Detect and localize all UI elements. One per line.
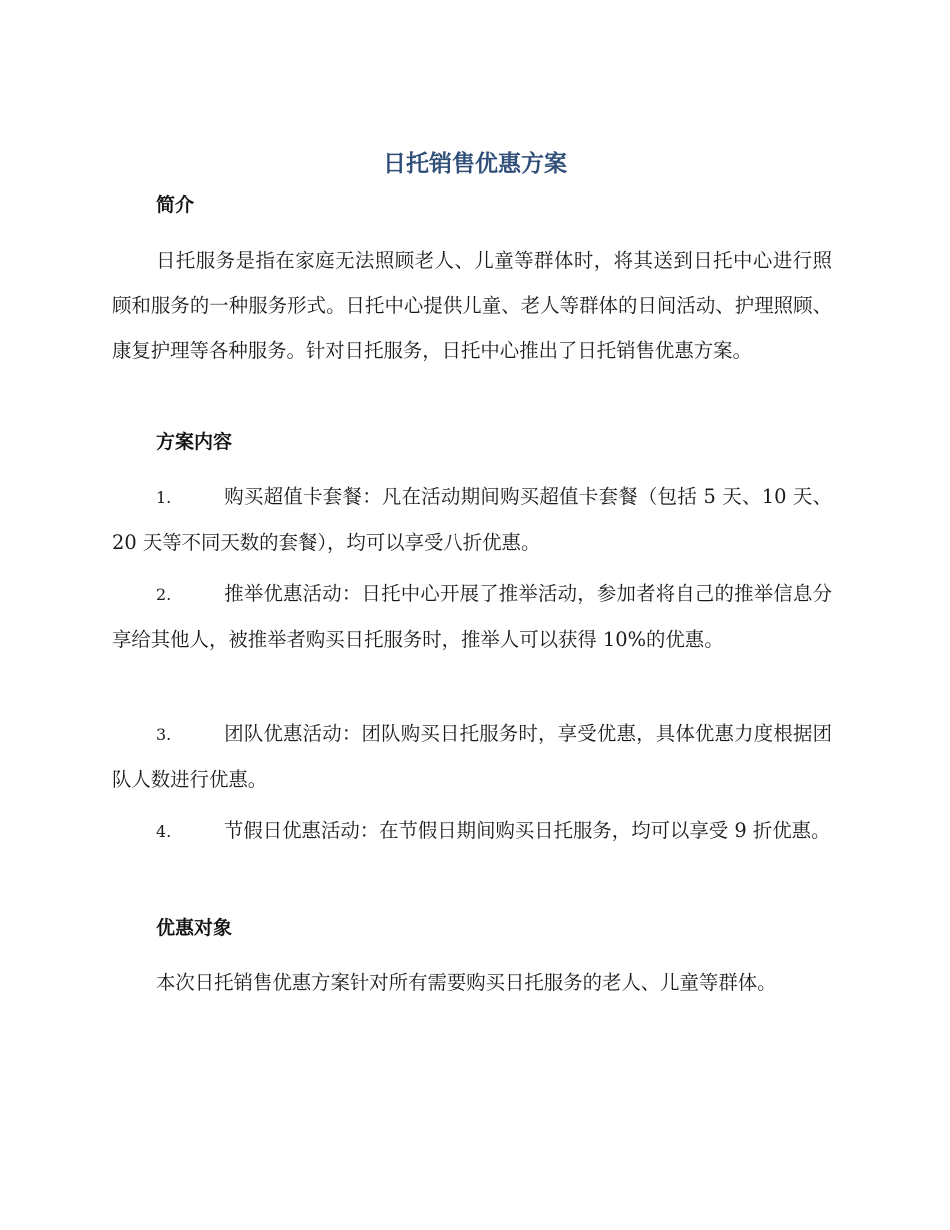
list-text: 购买超值卡套餐：凡在活动期间购买超值卡套餐（包括 5 天、10 天、20 天等不同天数的套餐），均可以享受八折优惠。 [112,485,832,554]
target-paragraph: 本次日托销售优惠方案针对所有需要购买日托服务的老人、儿童等群体。 [156,971,777,994]
intro-paragraph: 日托服务是指在家庭无法照顾老人、儿童等群体时，将其送到日托中心进行照顾和服务的一种服务形式。日托中心提供儿童、老人等群体的日间活动、护理照顾、康复护理等各种服务。针对日托服务，日托中心推出了日托销售优惠方案。 [112,249,832,362]
list-number: 1. [156,488,172,507]
list-text: 推举优惠活动：日托中心开展了推举活动，参加者将自己的推举信息分享给其他人，被推举者购买日托服务时，推举人可以获得 10%的优惠。 [112,582,832,651]
plan-item-2 [112,571,832,662]
list-number: 2. [156,585,172,604]
plan-item-3 [112,711,832,802]
list-text: 团队优惠活动：团队购买日托服务时，享受优惠，具体优惠力度根据团队人数进行优惠。 [112,722,832,791]
document-title: 日托销售优惠方案 [383,151,567,177]
section-heading-plan: 方案内容 [156,431,233,453]
list-text: 节假日优惠活动：在节假日期间购买日托服务，均可以享受 9 折优惠。 [224,819,831,842]
list-number: 4. [156,822,172,841]
plan-item-1 [112,474,832,565]
list-number: 3. [156,725,172,744]
section-heading-target: 优惠对象 [156,917,233,939]
section-heading-intro: 简介 [156,194,195,216]
plan-item-4 [112,808,832,854]
